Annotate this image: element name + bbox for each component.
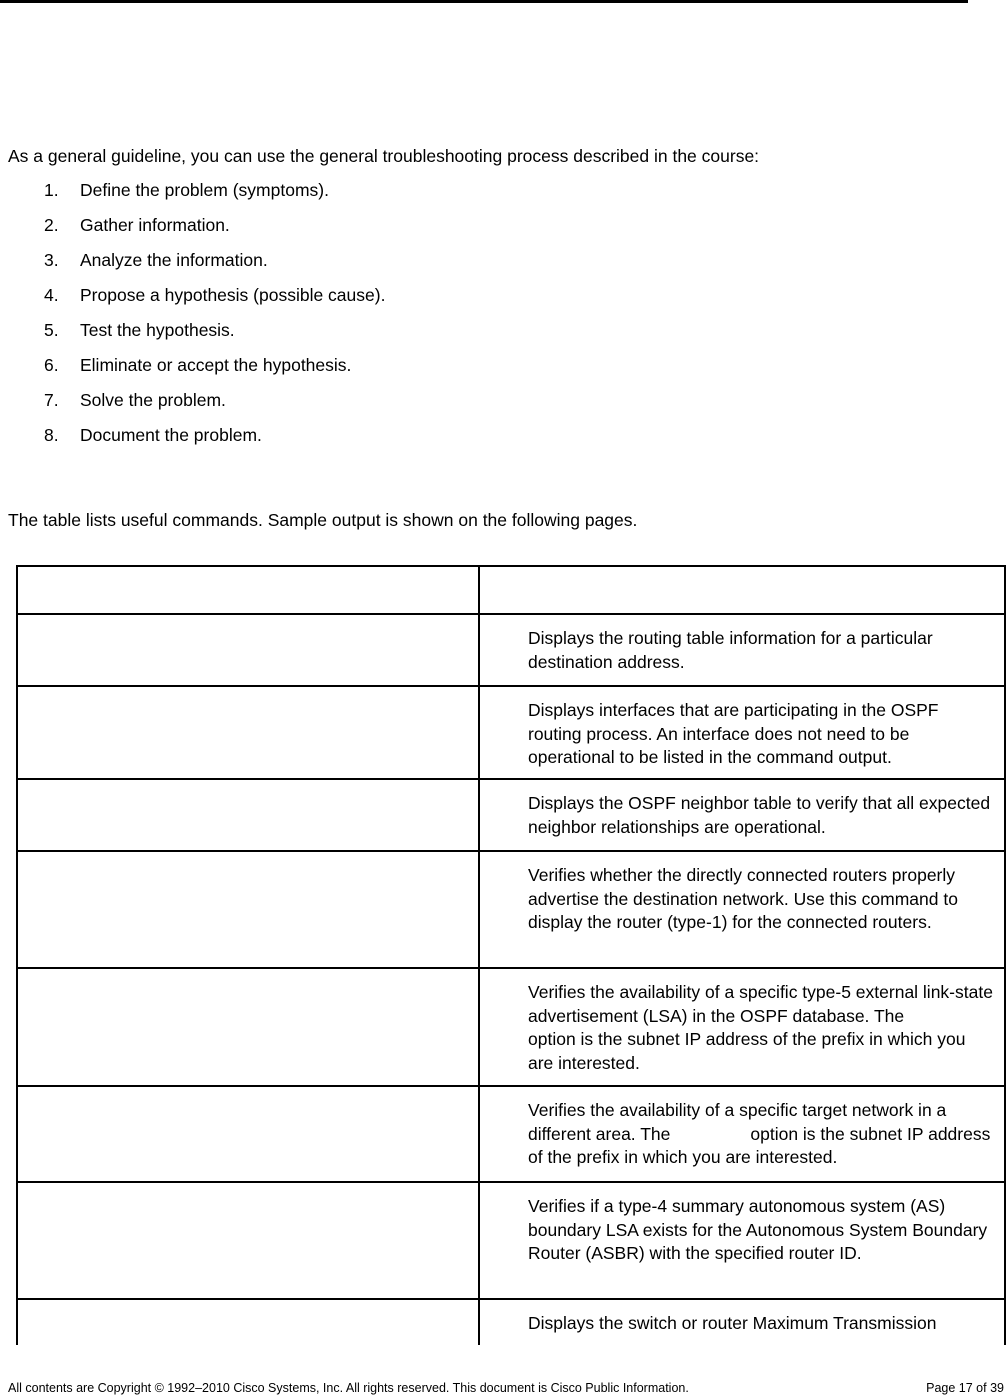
step-text: Propose a hypothesis (possible cause). — [80, 285, 386, 305]
top-rule — [0, 0, 968, 3]
step-number: 7. — [44, 390, 59, 410]
table-row — [17, 968, 1005, 1086]
description-cell: Displays the switch or router Maximum Transmission — [479, 1299, 1005, 1345]
command-header-cell — [17, 566, 479, 614]
step-text: Eliminate or accept the hypothesis. — [80, 355, 352, 375]
description-text-part: option is the subnet IP address of the prefix in which you are interested. — [528, 1029, 966, 1073]
step-number: 3. — [44, 250, 59, 270]
command-cell — [17, 779, 479, 851]
step-number: 4. — [44, 285, 59, 305]
list-item — [44, 215, 385, 250]
table-row — [17, 1299, 1005, 1345]
step-number: 5. — [44, 320, 59, 340]
step-text: Gather information. — [80, 215, 230, 235]
command-cell — [17, 851, 479, 968]
step-text: Test the hypothesis. — [80, 320, 235, 340]
list-item — [44, 425, 385, 460]
step-text: Document the problem. — [80, 425, 262, 445]
command-cell — [17, 1299, 479, 1345]
step-number: 6. — [44, 355, 59, 375]
list-item — [44, 355, 385, 390]
command-cell — [17, 1086, 479, 1182]
step-number: 2. — [44, 215, 59, 235]
table-row — [17, 779, 1005, 851]
command-cell — [17, 686, 479, 779]
list-item — [44, 320, 385, 355]
table-row — [17, 686, 1005, 779]
table-row — [17, 851, 1005, 968]
table-intro-paragraph: The table lists useful commands. Sample output is shown on the following pages. — [8, 510, 638, 530]
command-cell — [17, 968, 479, 1086]
description-cell: Verifies if a type-4 summary autonomous system (AS) boundary LSA exists for the Autonomous System Boundary Router (ASBR) with the specified router ID. — [479, 1182, 1005, 1299]
description-text-part: Verifies the availability of a specific target network in a different area. The — [528, 1100, 947, 1144]
description-cell — [479, 1086, 1005, 1182]
step-text: Solve the problem. — [80, 390, 226, 410]
command-cell — [17, 614, 479, 686]
troubleshooting-steps-list — [44, 180, 385, 460]
description-cell: Displays the routing table information for a particular destination address. — [479, 614, 1005, 686]
table-row — [17, 1182, 1005, 1299]
list-item — [44, 390, 385, 425]
table-row — [17, 614, 1005, 686]
page-number: Page 17 of 39 — [926, 1381, 1004, 1395]
intro-paragraph: As a general guideline, you can use the general troubleshooting process described in the course: — [8, 146, 760, 166]
step-number: 8. — [44, 425, 59, 445]
step-text: Define the problem (symptoms). — [80, 180, 329, 200]
list-item — [44, 250, 385, 285]
description-cell: Displays interfaces that are participating in the OSPF routing process. An interface does not need to be operational to be listed in the command output. — [479, 686, 1005, 779]
description-cell: Verifies whether the directly connected routers properly advertise the destination network. Use this command to display the router (type-1) for the connected routers. — [479, 851, 1005, 968]
commands-table — [16, 565, 1006, 1345]
description-text-part: option is the subnet IP address of the prefix in which you are interested. — [528, 1123, 991, 1167]
list-item — [44, 180, 385, 215]
description-cell — [479, 968, 1005, 1086]
description-text-part: Verifies the availability of a specific type-5 external link-state advertisement (LSA) in the OSPF database. The — [528, 982, 993, 1026]
table-header-row — [17, 566, 1005, 614]
description-header-cell — [479, 566, 1005, 614]
description-cell: Displays the OSPF neighbor table to verify that all expected neighbor relationships are operational. — [479, 779, 1005, 851]
step-text: Analyze the information. — [80, 250, 268, 270]
step-number: 1. — [44, 180, 59, 200]
copyright-footer: All contents are Copyright © 1992–2010 Cisco Systems, Inc. All rights reserved. This document is Cisco Public Information. — [8, 1381, 689, 1395]
command-cell — [17, 1182, 479, 1299]
table-row — [17, 1086, 1005, 1182]
list-item — [44, 285, 385, 320]
